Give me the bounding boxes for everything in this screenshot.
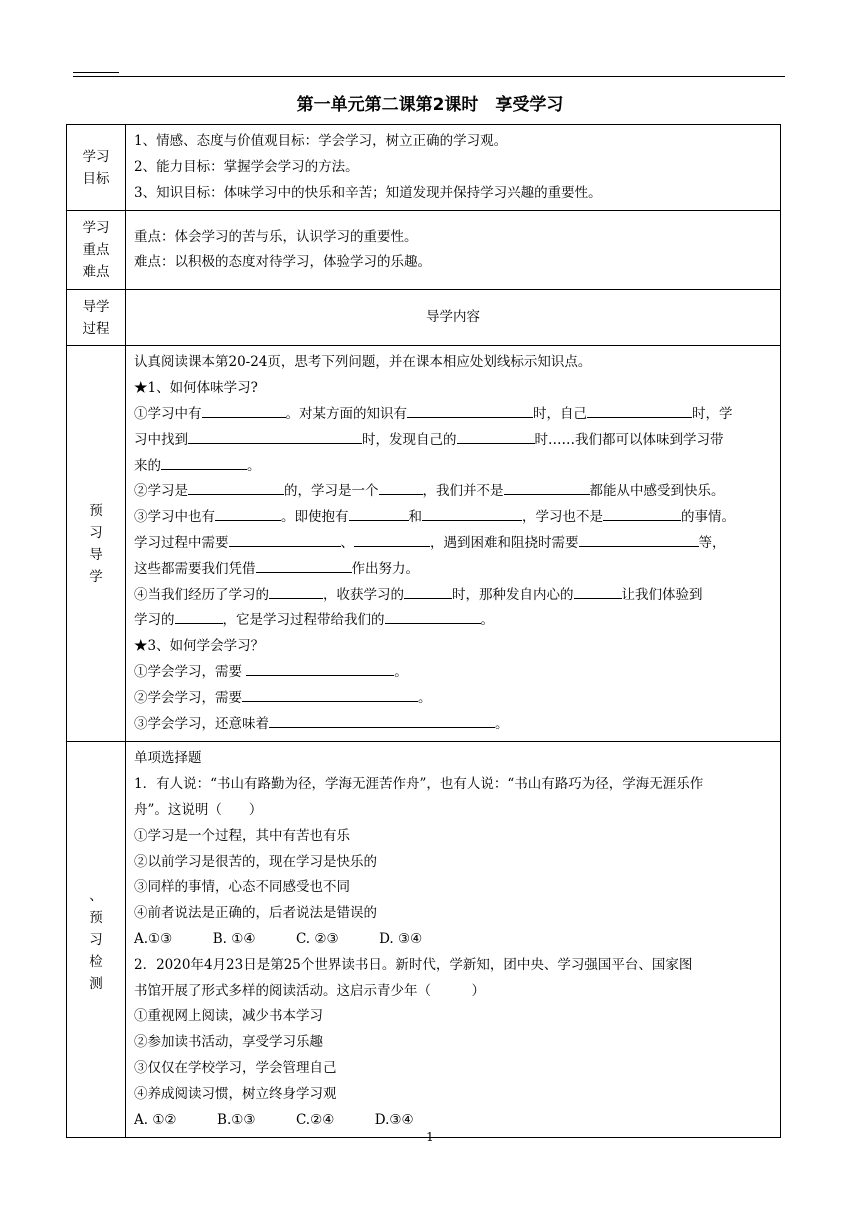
difficult-point: 难点：以积极的态度对待学习，体验学习的乐趣。 bbox=[134, 254, 431, 271]
fill-blank[interactable] bbox=[246, 660, 394, 676]
process-heading: 导学内容 bbox=[126, 290, 781, 346]
fill-line-5: ③学习中也有 。即使抱有 和 ，学习也不是 的事情。 bbox=[134, 505, 772, 531]
check-line: 2．2020年4月23日是第25个世界读书日。新时代，学新知，团中央、学习强国平台、国家图 bbox=[134, 956, 693, 973]
fill-blank[interactable] bbox=[603, 505, 681, 521]
check-line: ④前者说法是正确的，后者说法是错误的 bbox=[134, 905, 377, 922]
check-line: 书馆开展了形式多样的阅读活动。这启示青少年（ ） bbox=[134, 982, 485, 999]
answer-options: A.①③ B. ①④ C. ②③ D. ③④ bbox=[134, 930, 423, 947]
lesson-table bbox=[66, 124, 781, 1138]
label-key: 学习 重点 难点 bbox=[67, 211, 126, 290]
fill-line-6: 学习过程中需要 、 ，遇到困难和阻挠时需要 等， bbox=[134, 531, 772, 557]
fill-blank[interactable] bbox=[349, 505, 409, 521]
check-line: ①学习是一个过程，其中有苦也有乐 bbox=[134, 827, 350, 844]
question-1: ★1、如何体味学习? bbox=[134, 380, 258, 397]
fill-blank[interactable] bbox=[202, 402, 286, 418]
fill-blank[interactable] bbox=[574, 583, 622, 599]
row-check bbox=[67, 742, 781, 1138]
fill-line-12: ③学会学习，还意味着 。 bbox=[134, 712, 772, 738]
fill-line-2: 习中找到 时，发现自己的 时……我们都可以体味到学习带 bbox=[134, 428, 772, 454]
check-line: ②以前学习是很苦的，现在学习是快乐的 bbox=[134, 853, 377, 870]
row-goals bbox=[67, 125, 781, 211]
key-point: 重点：体会学习的苦与乐，认识学习的重要性。 bbox=[134, 228, 418, 245]
goal-line: 3、知识目标：体味学习中的快乐和辛苦；知道发现并保持学习兴趣的重要性。 bbox=[134, 184, 602, 201]
fill-line-4: ②学习是 的，学习是一个 ，我们并不是 都能从中感受到快乐。 bbox=[134, 479, 772, 505]
fill-line-7: 这些都需要我们凭借 作出努力。 bbox=[134, 557, 772, 583]
fill-blank[interactable] bbox=[457, 428, 535, 444]
fill-blank[interactable] bbox=[379, 479, 423, 495]
fill-line-3: 来的 。 bbox=[134, 454, 772, 480]
goal-line: 1、情感、态度与价值观目标：学会学习，树立正确的学习观。 bbox=[134, 133, 508, 149]
label-preview: 预 习 导 学 bbox=[67, 346, 126, 742]
fill-blank[interactable] bbox=[269, 583, 323, 599]
row-preview bbox=[67, 346, 781, 742]
header-rule bbox=[73, 76, 785, 77]
fill-blank[interactable] bbox=[229, 531, 341, 547]
fill-blank[interactable] bbox=[188, 479, 284, 495]
header-short-rule bbox=[73, 72, 119, 73]
fill-blank[interactable] bbox=[385, 608, 481, 624]
goal-line: 2、能力目标：掌握学会学习的方法。 bbox=[134, 158, 359, 175]
check-line: ④养成阅读习惯，树立终身学习观 bbox=[134, 1085, 337, 1102]
fill-blank[interactable] bbox=[242, 686, 418, 702]
check-line: ②参加读书活动，享受学习乐趣 bbox=[134, 1034, 323, 1051]
preview-intro: 认真阅读课本第20-24页，思考下列问题，并在课本相应处划线标示知识点。 bbox=[134, 354, 592, 371]
goals-content bbox=[126, 125, 781, 211]
fill-blank[interactable] bbox=[188, 428, 362, 444]
fill-line-11: ②学会学习，需要 。 bbox=[134, 686, 772, 712]
fill-blank[interactable] bbox=[422, 505, 522, 521]
check-line: ①重视网上阅读，减少书本学习 bbox=[134, 1008, 323, 1025]
fill-blank[interactable] bbox=[215, 505, 281, 521]
fill-line-9: 学习的 ，它是学习过程带给我们的 。 bbox=[134, 608, 772, 634]
fill-blank[interactable] bbox=[504, 479, 590, 495]
fill-blank[interactable] bbox=[404, 583, 452, 599]
check-line: 舟”。这说明（ ） bbox=[134, 801, 263, 818]
fill-blank[interactable] bbox=[579, 531, 699, 547]
label-goals: 学习 目标 bbox=[67, 125, 126, 211]
row-key bbox=[67, 211, 781, 290]
label-check: 、 预 习 检 测 bbox=[67, 742, 126, 1138]
question-3: ★3、如何学会学习？ bbox=[134, 638, 265, 655]
check-line: 1．有人说：“书山有路勤为径，学海无涯苦作舟”，也有人说：“书山有路巧为径，学海无涯乐作 bbox=[134, 776, 704, 793]
fill-blank[interactable] bbox=[161, 454, 247, 470]
answer-options: A. ①② B.①③ C.②④ D.③④ bbox=[134, 1111, 414, 1128]
check-content bbox=[126, 742, 781, 1138]
fill-blank[interactable] bbox=[256, 557, 352, 573]
fill-blank[interactable] bbox=[407, 402, 533, 418]
label-process: 导学 过程 bbox=[67, 290, 126, 346]
key-content bbox=[126, 211, 781, 290]
check-heading: 单项选择题 bbox=[134, 750, 202, 767]
fill-line-1: ①学习中有 。对某方面的知识有 时，自己 时，学 bbox=[134, 402, 772, 428]
fill-line-10: ①学会学习，需要 。 bbox=[134, 660, 772, 686]
fill-blank[interactable] bbox=[269, 712, 495, 728]
check-line: ③仅仅在学校学习，学会管理自己 bbox=[134, 1059, 337, 1076]
fill-blank[interactable] bbox=[175, 608, 223, 624]
check-line: ③同样的事情，心态不同感受也不同 bbox=[134, 879, 350, 896]
page-title: 第一单元第二课第2课时 享受学习 bbox=[296, 95, 564, 115]
fill-blank[interactable] bbox=[354, 531, 430, 547]
fill-line-8: ④当我们经历了学习的 ，收获学习的 时，那种发自内心的 让我们体验到 bbox=[134, 583, 772, 609]
row-process bbox=[67, 290, 781, 346]
preview-content bbox=[126, 346, 781, 742]
page-number: 1 bbox=[426, 1130, 434, 1144]
fill-blank[interactable] bbox=[587, 402, 692, 418]
